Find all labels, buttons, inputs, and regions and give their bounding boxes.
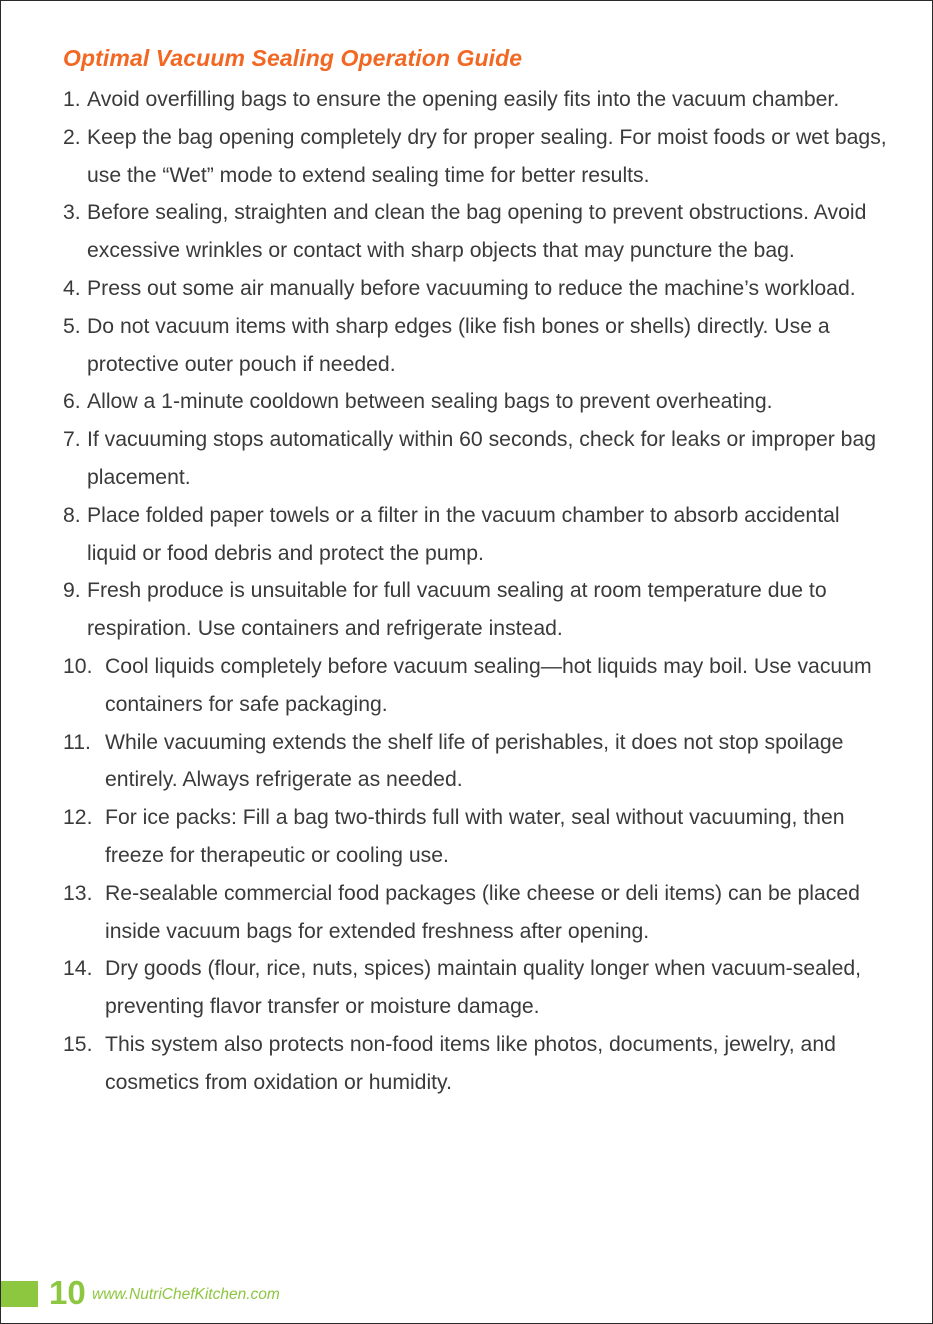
item-number: 8. <box>63 503 81 527</box>
item-number: 2. <box>63 125 81 149</box>
item-number: 1. <box>63 88 81 111</box>
item-number: 7. <box>63 428 81 452</box>
footer-accent-bar <box>1 1281 38 1307</box>
page-number: 10 <box>49 1274 86 1311</box>
item-text: Avoid overfilling bags to ensure the opening easily fits into the vacuum chamber. <box>87 88 840 111</box>
list-item <box>63 421 893 497</box>
item-text: Do not vacuum items with sharp edges (like fish bones or shells) directly. Use a protective outer pouch if needed. <box>87 314 830 376</box>
list-item <box>63 950 893 1026</box>
list-item <box>63 875 893 951</box>
list-item <box>63 497 893 573</box>
item-number: 5. <box>63 314 81 338</box>
list-item <box>63 799 893 875</box>
guide-list <box>63 81 893 1102</box>
item-text: This system also protects non-food items like photos, documents, jewelry, and cosmetics from oxidation or humidity. <box>105 1032 836 1094</box>
list-item <box>63 383 893 421</box>
item-text: Dry goods (flour, rice, nuts, spices) maintain quality longer when vacuum-sealed, preventing flavor transfer or moisture damage. <box>105 957 862 1019</box>
list-item <box>63 572 893 648</box>
list-item <box>63 648 893 724</box>
item-text: Re-sealable commercial food packages (like cheese or deli items) can be placed inside vacuum bags for extended freshness after opening. <box>105 881 860 943</box>
item-text: Place folded paper towels or a filter in the vacuum chamber to absorb accidental liquid or food debris and protect the pump. <box>87 503 840 565</box>
website-url: www.NutriChefKitchen.com <box>92 1286 280 1303</box>
item-text: While vacuuming extends the shelf life of perishables, it does not stop spoilage entirely. Always refrigerate as needed. <box>105 730 844 792</box>
item-text: Keep the bag opening completely dry for proper sealing. For moist foods or wet bags, use the “Wet” mode to extend sealing time for better results. <box>87 125 887 187</box>
item-text: Cool liquids completely before vacuum sealing—hot liquids may boil. Use vacuum containers for safe packaging. <box>105 654 872 716</box>
item-number: 15. <box>63 1032 93 1056</box>
list-item <box>63 308 893 384</box>
list-item <box>63 194 893 270</box>
item-number: 11. <box>63 730 91 754</box>
list-item <box>63 1026 893 1102</box>
item-number: 4. <box>63 276 81 300</box>
item-number: 12. <box>63 806 93 830</box>
item-text: If vacuuming stops automatically within 60 seconds, check for leaks or improper bag placement. <box>87 428 877 489</box>
item-text: Allow a 1-minute cooldown between sealing bags to prevent overheating. <box>87 390 773 414</box>
list-item <box>63 270 893 308</box>
item-number: 14. <box>63 957 93 981</box>
item-text: Fresh produce is unsuitable for full vacuum sealing at room temperature due to respiration. Use containers and refrigerate instead. <box>87 579 827 641</box>
item-text: Press out some air manually before vacuuming to reduce the machine’s workload. <box>87 276 856 300</box>
item-number: 10. <box>63 654 93 678</box>
page-title: Optimal Vacuum Sealing Operation Guide <box>63 45 523 71</box>
list-item <box>63 119 893 195</box>
item-number: 9. <box>63 579 81 603</box>
list-item <box>63 81 893 119</box>
item-number: 3. <box>63 201 81 225</box>
list-item <box>63 724 893 800</box>
item-number: 13. <box>63 881 93 905</box>
item-number: 6. <box>63 390 81 414</box>
item-text: For ice packs: Fill a bag two-thirds full with water, seal without vacuuming, then freeze for therapeutic or cooling use. <box>105 806 845 867</box>
item-text: Before sealing, straighten and clean the bag opening to prevent obstructions. Avoid excessive wrinkles or contact with sharp objects that may puncture the bag. <box>87 201 867 263</box>
